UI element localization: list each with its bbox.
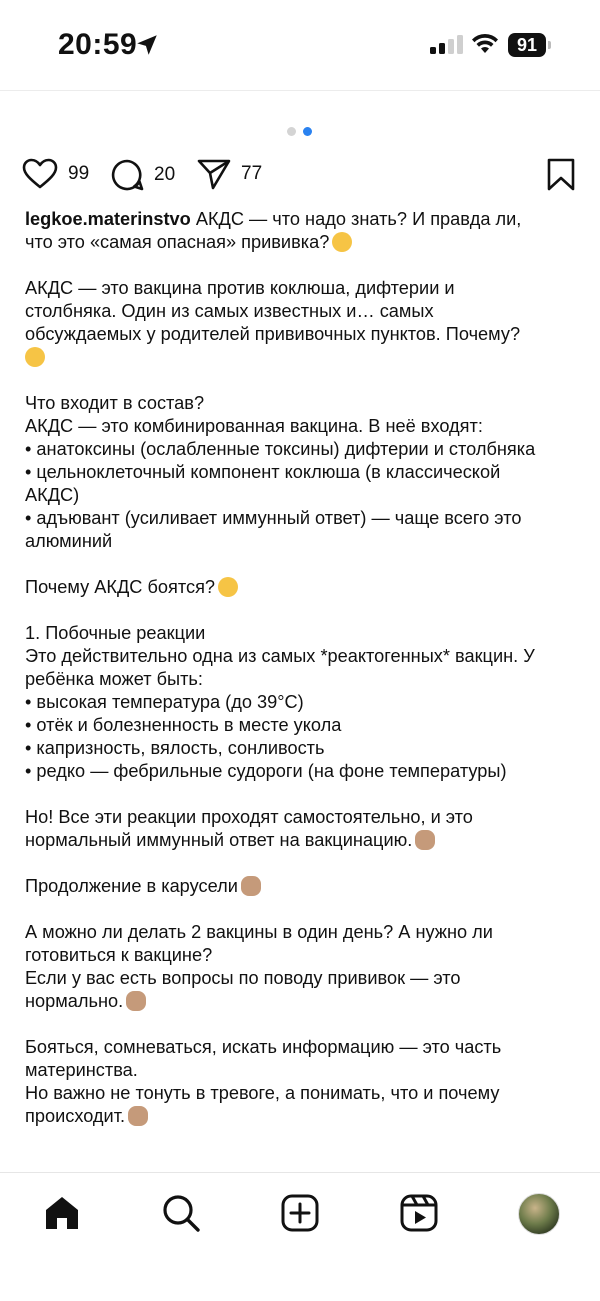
bottom-tab-bar: [0, 1172, 600, 1301]
share-count: 77: [241, 163, 263, 184]
caption-line: • капризность, вялость, сонливость: [25, 738, 325, 758]
caption-line: готовиться к вакцине?: [25, 945, 213, 965]
location-arrow-icon: [134, 32, 160, 58]
wifi-icon: [470, 32, 500, 56]
caption-line: Но важно не тонуть в тревоге, а понимать, что и почему: [25, 1083, 500, 1103]
caption-line: алюминий: [25, 531, 113, 551]
caption-line: • отёк и болезненность в месте укола: [25, 715, 342, 735]
ok-hand-emoji-icon: [415, 830, 435, 850]
caption-line: Почему АКДС боятся?: [25, 576, 585, 599]
like-count: 99: [68, 163, 90, 184]
caption-line: • адъювант (усиливает иммунный ответ) — чаще всего это: [25, 508, 522, 528]
search-icon[interactable]: [161, 1193, 201, 1233]
battery-cap: [548, 41, 551, 49]
caption-line: Бояться, сомневаться, искать информацию — это часть: [25, 1037, 502, 1057]
caption-line: • цельноклеточный компонент коклюша (в классической: [25, 462, 501, 482]
caption-line: что это «самая опасная» прививка?: [25, 231, 585, 254]
caption-line: происходит.: [25, 1105, 585, 1128]
comment-count: 20: [154, 164, 176, 185]
caption-line: • анатоксины (ослабленные токсины) дифтерии и столбняка: [25, 439, 536, 459]
carousel-dot: [287, 127, 296, 136]
caption-line: Но! Все эти реакции проходят самостоятельно, и это: [25, 807, 473, 827]
share-button[interactable]: [197, 158, 262, 190]
caption-line: АКДС — это вакцина против коклюша, дифтерии и: [25, 278, 455, 298]
caption-line: 1. Побочные реакции: [25, 623, 206, 643]
comment-button[interactable]: [110, 158, 175, 192]
caption-line: Продолжение в карусели: [25, 875, 585, 898]
status-time: 20:59: [58, 28, 138, 61]
pointing-up-emoji-icon: [128, 1106, 148, 1126]
post-username[interactable]: legkoe.materinstvo: [25, 209, 191, 229]
send-icon: [197, 158, 231, 190]
like-button[interactable]: [22, 158, 89, 190]
pointing-right-emoji-icon: [241, 876, 261, 896]
caption-line: Это действительно одна из самых *реактогенных* вакцин. У: [25, 646, 535, 666]
caption-line: [25, 346, 585, 369]
home-icon[interactable]: [42, 1193, 82, 1233]
caption-line: АКДС — это комбинированная вакцина. В неё входят:: [25, 416, 483, 436]
status-bar: [0, 0, 600, 91]
thinking-face-emoji-icon: [25, 347, 45, 367]
battery-indicator: [508, 33, 552, 57]
caption-line: • высокая температура (до 39°C): [25, 692, 304, 712]
create-post-icon[interactable]: [280, 1193, 320, 1233]
caption-line: нормальный иммунный ответ на вакцинацию.: [25, 829, 585, 852]
caption-line: legkoe.materinstvo АКДС — что надо знать? И правда ли,: [25, 209, 522, 229]
save-button[interactable]: [546, 158, 576, 197]
flushed-face-emoji-icon: [332, 232, 352, 252]
caption-line: А можно ли делать 2 вакцины в один день? А нужно ли: [25, 922, 493, 942]
bookmark-icon: [546, 158, 576, 192]
post-caption: [25, 208, 585, 1128]
battery-level: 91: [508, 33, 546, 57]
caption-line: ребёнка может быть:: [25, 669, 203, 689]
caption-line: • редко — фебрильные судороги (на фоне температуры): [25, 761, 507, 781]
carousel-dot-active: [303, 127, 312, 136]
caption-line: столбняка. Один из самых известных и… самых: [25, 301, 434, 321]
heart-icon: [22, 158, 58, 190]
caption-line: нормально.: [25, 990, 585, 1013]
post-actions: [0, 150, 600, 200]
caption-line: Если у вас есть вопросы по поводу прививок — это: [25, 968, 461, 988]
caption-line: материнства.: [25, 1060, 138, 1080]
ok-hand-emoji-icon: [126, 991, 146, 1011]
comment-icon: [110, 158, 144, 192]
reels-icon[interactable]: [399, 1193, 439, 1233]
caption-line: обсуждаемых у родителей прививочных пунктов. Почему?: [25, 324, 521, 344]
caption-line: АКДС): [25, 485, 80, 505]
cellular-signal-icon: [430, 34, 464, 56]
profile-avatar[interactable]: [518, 1193, 560, 1235]
crying-face-emoji-icon: [218, 577, 238, 597]
caption-line: Что входит в состав?: [25, 393, 205, 413]
